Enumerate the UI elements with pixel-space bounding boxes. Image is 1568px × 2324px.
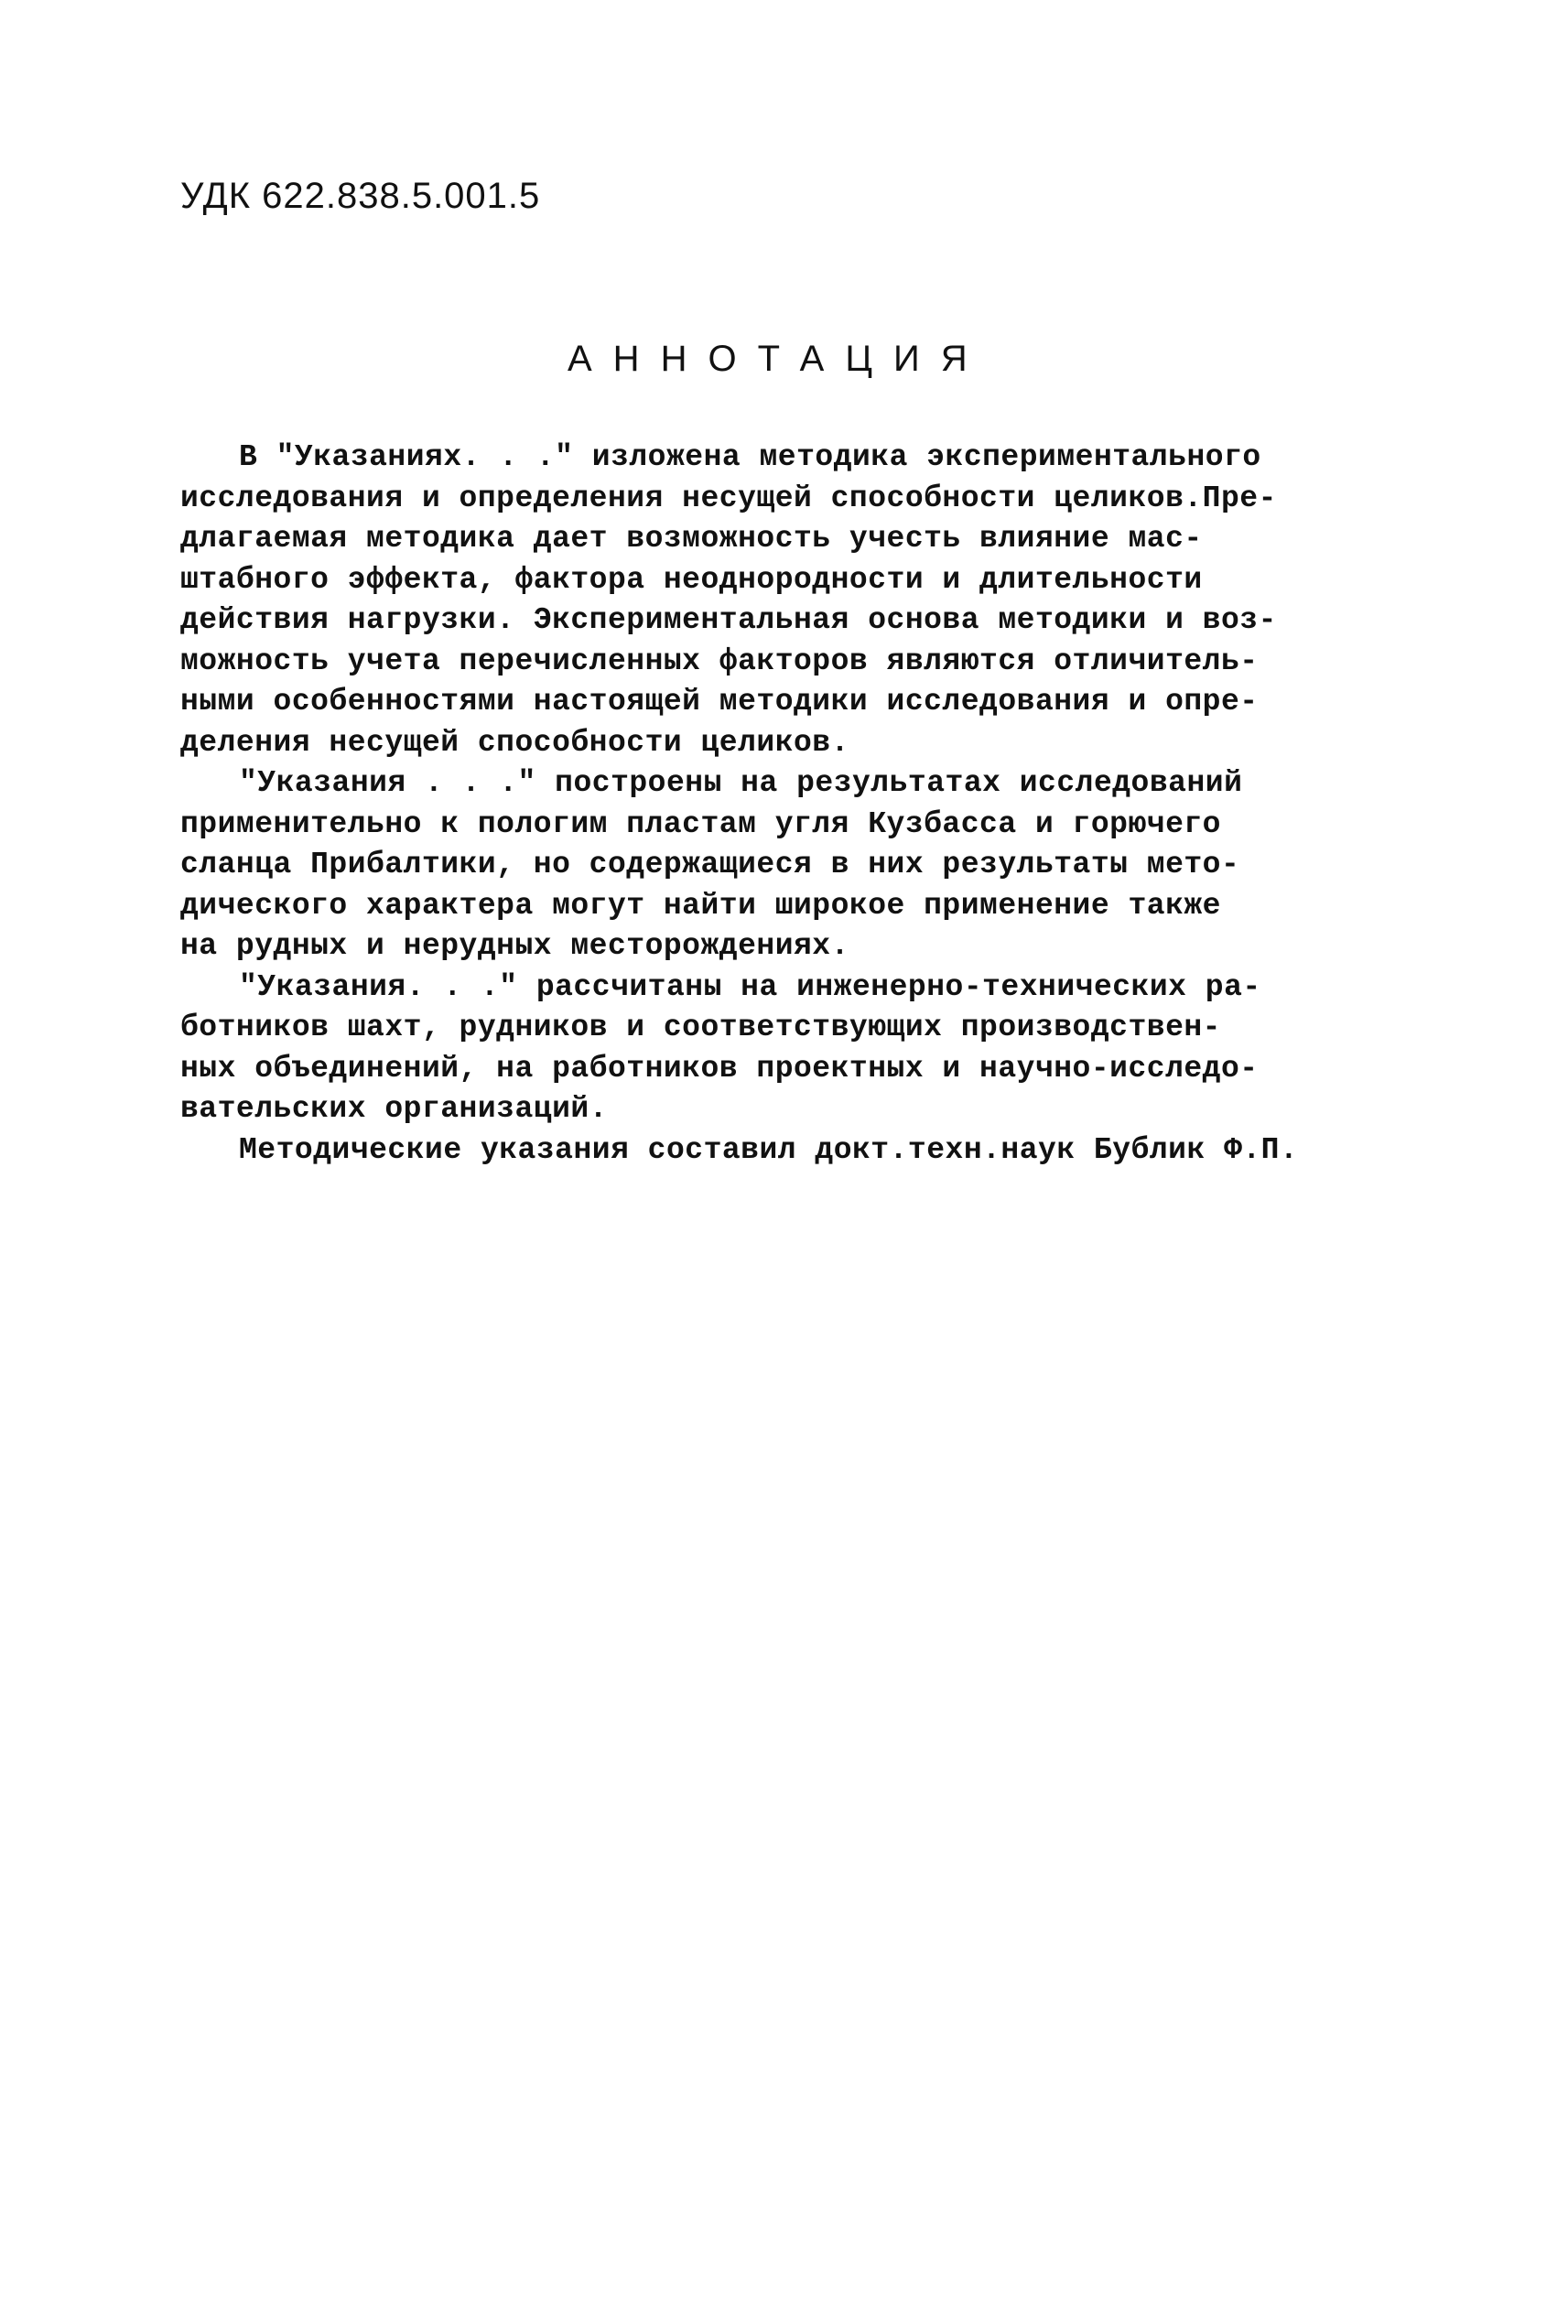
paragraph-line: на рудных и нерудных месторождениях.	[180, 929, 849, 963]
paragraph-line: В "Указаниях. . ." изложена методика экспериментального	[239, 440, 1261, 474]
udk-code: УДК 622.838.5.001.5	[180, 176, 541, 216]
annotation-body	[180, 438, 1407, 1171]
annotation-heading: АННОТАЦИЯ	[568, 339, 989, 379]
author-line: Методические указания составил докт.техн.наук Бублик Ф.П.	[239, 1132, 1299, 1167]
paragraph-line: действия нагрузки. Экспериментальная основа методики и воз-	[180, 603, 1277, 637]
paragraph-line: сланца Прибалтики, но содержащиеся в них результаты мето-	[180, 848, 1240, 881]
paragraph-line: ботников шахт, рудников и соответствующих производствен-	[180, 1011, 1221, 1044]
paragraph-line: деления несущей способности целиков.	[180, 725, 849, 760]
paragraph-line: можность учета перечисленных факторов являются отличитель-	[180, 643, 1259, 678]
paragraph-line: "Указания . . ." построены на результатах исследований	[239, 766, 1243, 800]
paragraph-line: длагаемая методика дает возможность учесть влияние мас-	[180, 522, 1203, 556]
paragraph-line: "Указания. . ." рассчитаны на инженерно-технических ра-	[239, 969, 1261, 1004]
paragraph-line: дического характера могут найти широкое применение также	[180, 888, 1221, 923]
paragraph-line: исследования и определения несущей способности целиков.Пре-	[180, 481, 1277, 515]
paragraph-line: вательских организаций.	[180, 1092, 608, 1126]
paragraph-line: штабного эффекта, фактора неоднородности и длительности	[180, 562, 1203, 597]
paragraph-line: ными особенностями настоящей методики исследования и опре-	[180, 685, 1259, 719]
paragraph-line: ных объединений, на работников проектных и научно-исследо-	[180, 1051, 1259, 1086]
paragraph-line: применительно к пологим пластам угля Кузбасса и горючего	[180, 806, 1221, 841]
